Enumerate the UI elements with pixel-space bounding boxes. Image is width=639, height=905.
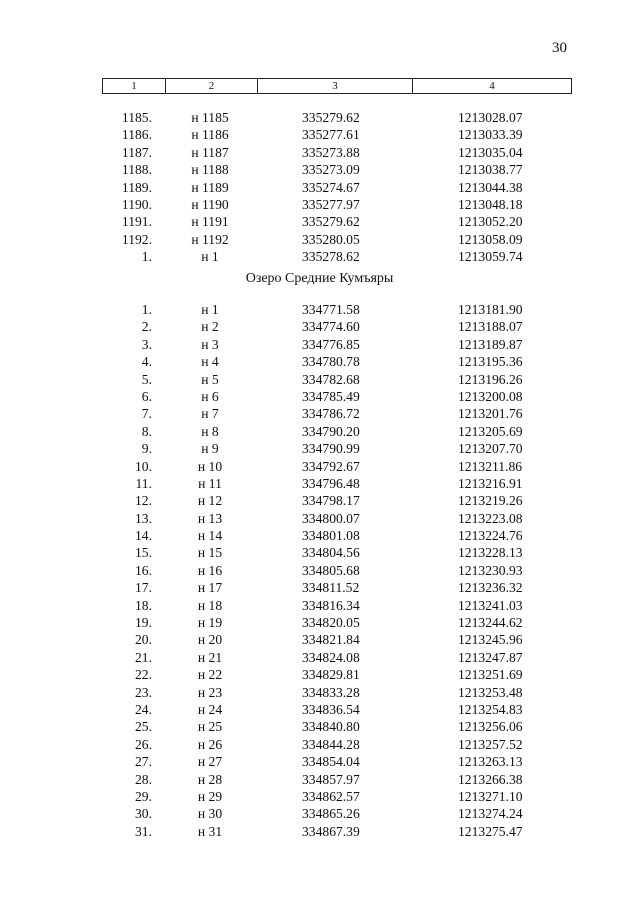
table-row [0, 527, 639, 544]
y-coordinate: 1213044.38 [458, 179, 523, 195]
row-index: 19. [135, 615, 152, 631]
y-coordinate: 1213196.26 [458, 371, 523, 387]
y-coordinate: 1213263.13 [458, 754, 523, 770]
x-coordinate: 335277.61 [302, 127, 360, 143]
table-row [0, 562, 639, 579]
table-row [0, 736, 639, 753]
table-row [0, 109, 639, 126]
y-coordinate: 1213251.69 [458, 667, 523, 683]
row-index: 28. [135, 771, 152, 787]
y-coordinate: 1213228.13 [458, 545, 523, 561]
y-coordinate: 1213195.36 [458, 354, 523, 370]
point-name: н 4 [201, 354, 219, 370]
row-index: 10. [135, 458, 152, 474]
table-row [0, 440, 639, 457]
row-index: 8. [141, 423, 152, 439]
point-name: н 16 [197, 562, 223, 578]
point-name: н 5 [201, 371, 219, 387]
point-name: н 3 [201, 336, 219, 352]
x-coordinate: 334774.60 [302, 319, 360, 335]
point-name: н 12 [197, 493, 223, 509]
x-coordinate: 334865.26 [302, 806, 360, 822]
y-coordinate: 1213216.91 [458, 475, 523, 491]
point-name: н 7 [201, 406, 219, 422]
x-coordinate: 334824.08 [302, 649, 360, 665]
row-index: 7. [141, 406, 152, 422]
y-coordinate: 1213257.52 [458, 736, 523, 752]
y-coordinate: 1213224.76 [458, 528, 523, 544]
point-name: н 11 [198, 475, 222, 491]
x-coordinate: 334844.28 [302, 736, 360, 752]
y-coordinate: 1213241.03 [458, 597, 523, 613]
table-row [0, 753, 639, 770]
x-coordinate: 334782.68 [302, 371, 360, 387]
row-index: 22. [135, 667, 152, 683]
row-index: 17. [135, 580, 152, 596]
row-index: 14. [135, 528, 152, 544]
table-row [0, 196, 639, 213]
row-index: 1. [141, 249, 152, 265]
section-title: Озеро Средние Кумъяры [245, 271, 394, 286]
point-name: н 24 [197, 701, 223, 717]
y-coordinate: 1213274.24 [458, 806, 523, 822]
point-name: н 20 [197, 632, 223, 648]
y-coordinate: 1213201.76 [458, 406, 523, 422]
x-coordinate: 334792.67 [302, 458, 360, 474]
column-header-1: 1 [131, 80, 137, 92]
y-coordinate: 1213189.87 [458, 336, 523, 352]
row-index: 26. [135, 736, 152, 752]
y-coordinate: 1213052.20 [458, 214, 523, 230]
table-row [0, 544, 639, 561]
x-coordinate: 334771.58 [302, 302, 360, 317]
table-row [0, 126, 639, 143]
column-header-3: 3 [257, 79, 412, 93]
table-row [0, 423, 639, 440]
point-name: н 31 [197, 823, 223, 839]
point-name: н 1190 [191, 196, 229, 212]
row-index: 1186. [121, 127, 152, 143]
row-index: 5. [141, 371, 152, 387]
table-row [0, 318, 639, 335]
row-index: 27. [135, 754, 152, 770]
y-coordinate: 1213211.86 [458, 458, 523, 474]
coordinate-table-block-2 [0, 301, 639, 840]
y-coordinate: 1213271.10 [458, 788, 523, 804]
x-coordinate: 334800.07 [302, 510, 360, 526]
coordinate-table-block-1 [0, 109, 639, 266]
x-coordinate: 334801.08 [302, 528, 360, 544]
row-index: 13. [135, 510, 152, 526]
x-coordinate: 335277.97 [302, 196, 360, 212]
y-coordinate: 1213035.04 [458, 144, 523, 160]
row-index: 9. [141, 441, 152, 457]
row-index: 16. [135, 562, 152, 578]
y-coordinate: 1213059.74 [458, 249, 523, 265]
point-name: н 9 [201, 441, 219, 457]
table-row [0, 144, 639, 161]
row-index: 1. [141, 302, 152, 317]
table-row [0, 788, 639, 805]
y-coordinate: 1213219.26 [458, 493, 523, 509]
table-row [0, 718, 639, 735]
table-row [0, 371, 639, 388]
x-coordinate: 334854.04 [302, 754, 360, 770]
point-name: н 29 [197, 788, 223, 804]
table-row [0, 684, 639, 701]
x-coordinate: 335273.88 [302, 144, 360, 160]
table-row [0, 458, 639, 475]
point-name: н 1192 [191, 231, 229, 247]
table-row [0, 666, 639, 683]
x-coordinate: 334798.17 [302, 493, 360, 509]
x-coordinate: 334820.05 [302, 615, 360, 631]
y-coordinate: 1213181.90 [458, 302, 523, 317]
row-index: 18. [135, 597, 152, 613]
point-name: н 25 [197, 719, 223, 735]
row-index: 30. [135, 806, 152, 822]
row-index: 1185. [121, 110, 152, 125]
point-name: н 2 [201, 319, 219, 335]
point-name: н 28 [197, 771, 223, 787]
x-coordinate: 334796.48 [302, 475, 360, 491]
point-name: н 13 [197, 510, 223, 526]
x-coordinate: 334840.80 [302, 719, 360, 735]
row-index: 6. [141, 388, 152, 404]
x-coordinate: 335279.62 [302, 214, 360, 230]
column-header-4: 4 [412, 79, 571, 93]
row-index: 20. [135, 632, 152, 648]
point-name: н 19 [197, 615, 223, 631]
y-coordinate: 1213253.48 [458, 684, 523, 700]
column-header-row [102, 78, 572, 94]
x-coordinate: 334836.54 [302, 701, 360, 717]
point-name: н 21 [197, 649, 223, 665]
table-row [0, 701, 639, 718]
point-name: н 1 [201, 302, 219, 317]
table-row [0, 614, 639, 631]
y-coordinate: 1213266.38 [458, 771, 523, 787]
y-coordinate: 1213247.87 [458, 649, 523, 665]
y-coordinate: 1213256.06 [458, 719, 523, 735]
table-row [0, 475, 639, 492]
table-row [0, 823, 639, 840]
row-index: 2. [141, 319, 152, 335]
y-coordinate: 1213254.83 [458, 701, 523, 717]
column-header-2: 2 [165, 79, 257, 93]
row-index: 1192. [121, 231, 152, 247]
point-name: н 15 [197, 545, 223, 561]
row-index: 21. [135, 649, 152, 665]
point-name: н 1187 [191, 144, 229, 160]
table-row [0, 510, 639, 527]
point-name: н 1188 [191, 162, 229, 178]
point-name: н 17 [197, 580, 223, 596]
y-coordinate: 1213207.70 [458, 441, 523, 457]
table-row [0, 301, 639, 318]
y-coordinate: 1213275.47 [458, 823, 523, 839]
x-coordinate: 334790.99 [302, 441, 360, 457]
table-row [0, 405, 639, 422]
y-coordinate: 1213244.62 [458, 615, 523, 631]
x-coordinate: 334816.34 [302, 597, 360, 613]
x-coordinate: 335274.67 [302, 179, 360, 195]
point-name: н 23 [197, 684, 223, 700]
y-coordinate: 1213245.96 [458, 632, 523, 648]
x-coordinate: 334776.85 [302, 336, 360, 352]
table-row [0, 213, 639, 230]
row-index: 24. [135, 701, 152, 717]
point-name: н 30 [197, 806, 223, 822]
y-coordinate: 1213205.69 [458, 423, 523, 439]
table-row [0, 353, 639, 370]
point-name: н 26 [197, 736, 223, 752]
table-row [0, 631, 639, 648]
point-name: н 1185 [191, 110, 229, 125]
x-coordinate: 334821.84 [302, 632, 360, 648]
page-number: 30 [552, 40, 567, 56]
table-row [0, 649, 639, 666]
y-coordinate: 1213236.32 [458, 580, 523, 596]
point-name: н 6 [201, 388, 219, 404]
row-index: 23. [135, 684, 152, 700]
row-index: 1190. [121, 196, 152, 212]
y-coordinate: 1213188.07 [458, 319, 523, 335]
point-name: н 10 [197, 458, 223, 474]
row-index: 3. [141, 336, 152, 352]
y-coordinate: 1213033.39 [458, 127, 523, 143]
x-coordinate: 335278.62 [302, 249, 360, 265]
point-name: н 1186 [191, 127, 229, 143]
x-coordinate: 334857.97 [302, 771, 360, 787]
table-row [0, 771, 639, 788]
table-row [0, 231, 639, 248]
point-name: н 22 [197, 667, 223, 683]
point-name: н 1189 [191, 179, 229, 195]
x-coordinate: 334786.72 [302, 406, 360, 422]
y-coordinate: 1213038.77 [458, 162, 523, 178]
row-index: 1188. [121, 162, 152, 178]
y-coordinate: 1213230.93 [458, 562, 523, 578]
row-index: 1189. [121, 179, 152, 195]
y-coordinate: 1213028.07 [458, 110, 523, 125]
x-coordinate: 334867.39 [302, 823, 360, 839]
table-row [0, 248, 639, 265]
table-row [0, 179, 639, 196]
point-name: н 27 [197, 754, 223, 770]
row-index: 1191. [121, 214, 152, 230]
x-coordinate: 334833.28 [302, 684, 360, 700]
x-coordinate: 334790.20 [302, 423, 360, 439]
y-coordinate: 1213048.18 [458, 196, 523, 212]
table-row [0, 492, 639, 509]
row-index: 11. [135, 475, 152, 491]
row-index: 25. [135, 719, 152, 735]
point-name: н 18 [197, 597, 223, 613]
point-name: н 1 [201, 249, 219, 265]
row-index: 4. [141, 354, 152, 370]
x-coordinate: 335280.05 [302, 231, 360, 247]
row-index: 1187. [121, 144, 152, 160]
point-name: н 14 [197, 528, 223, 544]
y-coordinate: 1213058.09 [458, 231, 523, 247]
x-coordinate: 334829.81 [302, 667, 360, 683]
row-index: 31. [135, 823, 152, 839]
row-index: 12. [135, 493, 152, 509]
row-index: 15. [135, 545, 152, 561]
point-name: н 8 [201, 423, 219, 439]
x-coordinate: 334811.52 [302, 580, 360, 596]
x-coordinate: 334785.49 [302, 388, 360, 404]
table-row [0, 805, 639, 822]
table-row [0, 579, 639, 596]
table-row [0, 161, 639, 178]
x-coordinate: 334805.68 [302, 562, 360, 578]
table-row [0, 388, 639, 405]
point-name: н 1191 [191, 214, 229, 230]
x-coordinate: 334780.78 [302, 354, 360, 370]
x-coordinate: 334804.56 [302, 545, 360, 561]
x-coordinate: 335273.09 [302, 162, 360, 178]
table-row [0, 336, 639, 353]
table-row [0, 597, 639, 614]
y-coordinate: 1213223.08 [458, 510, 523, 526]
row-index: 29. [135, 788, 152, 804]
x-coordinate: 335279.62 [302, 110, 360, 125]
y-coordinate: 1213200.08 [458, 388, 523, 404]
x-coordinate: 334862.57 [302, 788, 360, 804]
